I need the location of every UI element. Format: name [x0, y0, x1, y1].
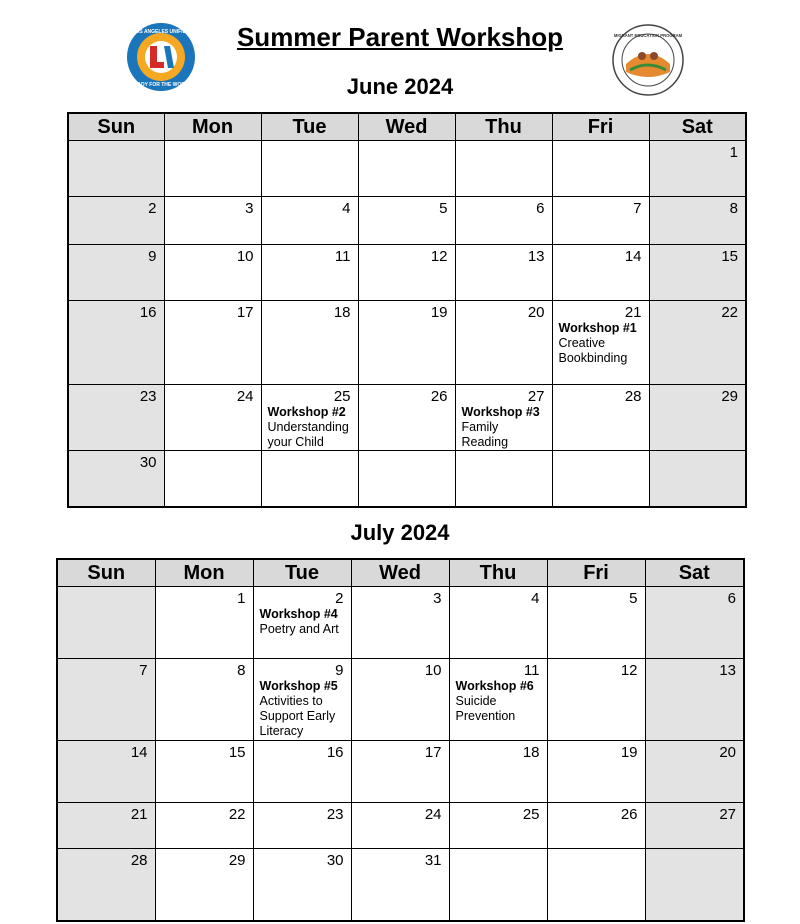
day-number: 12: [430, 248, 448, 265]
calendar-day: [358, 385, 455, 451]
weekday-header: Wed: [358, 113, 455, 141]
lausd-logo-bottom-text: READY FOR THE WORLD: [130, 82, 192, 88]
day-number: 4: [531, 590, 540, 607]
day-number: [548, 849, 645, 869]
weekday-header: Tue: [253, 559, 351, 587]
day-number: 3: [433, 590, 442, 607]
weekday-header: Tue: [261, 113, 358, 141]
day-number: 20: [527, 304, 545, 321]
day-number: 12: [620, 662, 638, 679]
calendar-week: [57, 741, 744, 803]
june-title: June 2024: [346, 74, 454, 99]
calendar-day: [358, 245, 455, 301]
july-title: July 2024: [350, 520, 450, 545]
calendar-day: [455, 451, 552, 507]
calendar-day: [155, 849, 253, 921]
day-number: [262, 141, 358, 161]
workshop-description: your Child: [267, 435, 324, 449]
calendar-day: [261, 141, 358, 197]
lausd-logo-top-text: LOS ANGELES UNIFIED: [132, 29, 190, 35]
workshop-event: [254, 607, 351, 637]
day-number: 5: [439, 200, 448, 217]
calendar-day: [358, 141, 455, 197]
workshop-event: [262, 405, 358, 450]
day-number: [165, 451, 261, 471]
day-number: 9: [335, 662, 344, 679]
calendar-day: [547, 803, 645, 849]
day-number: [359, 141, 455, 161]
weekday-header: Wed: [351, 559, 449, 587]
day-number: 21: [130, 806, 148, 823]
day-number: 7: [633, 200, 642, 217]
calendar-day: [57, 659, 155, 741]
calendar-day: [57, 587, 155, 659]
day-number: 30: [139, 454, 157, 471]
calendar-day: [455, 245, 552, 301]
workshop-description: Literacy: [259, 724, 304, 738]
workshop-description: Prevention: [455, 709, 516, 723]
june-calendar: [67, 112, 747, 508]
calendar-day: [358, 197, 455, 245]
calendar-day: [164, 451, 261, 507]
day-number: 9: [148, 248, 157, 265]
calendar-day: [455, 301, 552, 385]
day-number: [450, 849, 547, 869]
july-weekday-header: [57, 559, 744, 587]
calendar-day: [155, 659, 253, 741]
calendar-day: [351, 803, 449, 849]
day-number: 11: [523, 662, 540, 679]
calendar-week: [57, 849, 744, 921]
weekday-header: Thu: [449, 559, 547, 587]
calendar-day: [547, 741, 645, 803]
workshop-description: Reading: [461, 435, 509, 449]
calendar-day: [68, 451, 164, 507]
calendar-day: [449, 659, 547, 741]
day-number: 29: [721, 388, 738, 405]
calendar-day: [649, 197, 746, 245]
calendar-day: [164, 385, 261, 451]
calendar-week: [68, 245, 746, 301]
migrant-logo-text: MIGRANT EDUCATION PROGRAM: [613, 33, 683, 38]
day-number: 1: [237, 590, 246, 607]
day-number: [69, 141, 164, 161]
weekday-header: Mon: [164, 113, 261, 141]
calendar-day: [261, 245, 358, 301]
day-number: 22: [228, 806, 246, 823]
day-number: 31: [424, 852, 442, 869]
day-number: 14: [624, 248, 642, 265]
calendar-day: [449, 741, 547, 803]
day-number: 27: [527, 388, 545, 405]
calendar-day: [57, 741, 155, 803]
calendar-day: [455, 197, 552, 245]
calendar-day: [552, 451, 649, 507]
calendar-day: [351, 741, 449, 803]
calendar-day: [449, 803, 547, 849]
calendar-day: [449, 587, 547, 659]
weekday-header: Sun: [57, 559, 155, 587]
day-number: 1: [729, 144, 738, 161]
workshop-event: [456, 405, 552, 450]
day-number: [456, 141, 552, 161]
calendar-day: [164, 301, 261, 385]
day-number: 17: [424, 744, 442, 761]
day-number: 5: [629, 590, 638, 607]
workshop-title: Workshop #5: [259, 679, 338, 693]
workshop-title: Workshop #2: [267, 405, 346, 419]
workshop-title: Workshop #3: [461, 405, 540, 419]
workshop-description: Bookbinding: [558, 351, 628, 365]
day-number: [58, 587, 155, 607]
day-number: 16: [139, 304, 157, 321]
day-number: 28: [624, 388, 642, 405]
day-number: 20: [719, 744, 736, 761]
calendar-day: [645, 803, 744, 849]
calendar-day: [552, 385, 649, 451]
weekday-header: Fri: [552, 113, 649, 141]
day-number: 14: [130, 744, 148, 761]
calendar-day: [351, 849, 449, 921]
workshop-event: [450, 679, 547, 724]
calendar-day: [552, 301, 649, 385]
calendar-day: [57, 849, 155, 921]
calendar-week: [68, 197, 746, 245]
day-number: 24: [236, 388, 254, 405]
calendar-day: [645, 659, 744, 741]
day-number: 23: [139, 388, 157, 405]
day-number: 4: [342, 200, 351, 217]
calendar-day: [261, 197, 358, 245]
calendar-day: [547, 587, 645, 659]
calendar-day: [68, 301, 164, 385]
day-number: 19: [430, 304, 448, 321]
calendar-day: [57, 803, 155, 849]
day-number: 29: [228, 852, 246, 869]
june-weeks: [68, 141, 746, 507]
day-number: 17: [236, 304, 254, 321]
day-number: [650, 451, 746, 471]
weekday-header: Sat: [649, 113, 746, 141]
calendar-day: [68, 385, 164, 451]
calendar-day: [649, 385, 746, 451]
day-number: 7: [139, 662, 148, 679]
day-number: 25: [522, 806, 540, 823]
day-number: 25: [333, 388, 351, 405]
workshop-title: Workshop #6: [455, 679, 534, 693]
day-number: [262, 451, 358, 471]
calendar-day: [351, 659, 449, 741]
day-number: 15: [721, 248, 738, 265]
calendar-day: [645, 849, 744, 921]
calendar-week: [68, 301, 746, 385]
day-number: [456, 451, 552, 471]
calendar-day: [552, 141, 649, 197]
day-number: 26: [430, 388, 448, 405]
workshop-event: [254, 679, 351, 739]
calendar-day: [253, 849, 351, 921]
calendar-day: [649, 301, 746, 385]
calendar-day: [358, 301, 455, 385]
calendar-day: [645, 741, 744, 803]
day-number: 6: [727, 590, 736, 607]
page-title: Summer Parent Workshop: [236, 22, 564, 52]
day-number: 13: [527, 248, 545, 265]
day-number: [165, 141, 261, 161]
workshop-description: Poetry and Art: [259, 622, 339, 636]
workshop-description: Support Early: [259, 709, 336, 723]
weekday-header: Fri: [547, 559, 645, 587]
day-number: 21: [624, 304, 642, 321]
calendar-day: [449, 849, 547, 921]
calendar-day: [552, 197, 649, 245]
calendar-day: [649, 451, 746, 507]
calendar-day: [547, 659, 645, 741]
calendar-day: [253, 659, 351, 741]
workshop-description: Creative: [558, 336, 606, 350]
day-number: 18: [522, 744, 540, 761]
workshop-title: Workshop #4: [259, 607, 338, 621]
day-number: 15: [228, 744, 246, 761]
calendar-day: [164, 245, 261, 301]
day-number: 16: [326, 744, 344, 761]
calendar-day: [253, 741, 351, 803]
calendar-day: [547, 849, 645, 921]
day-number: 24: [424, 806, 442, 823]
day-number: 6: [536, 200, 545, 217]
calendar-day: [351, 587, 449, 659]
calendar-week: [68, 141, 746, 197]
day-number: 13: [719, 662, 736, 679]
calendar-day: [164, 141, 261, 197]
day-number: 28: [130, 852, 148, 869]
workshop-title: Workshop #1: [558, 321, 637, 335]
june-weekday-header: [68, 113, 746, 141]
day-number: [553, 141, 649, 161]
calendar-day: [649, 141, 746, 197]
day-number: 26: [620, 806, 638, 823]
day-number: 27: [719, 806, 736, 823]
calendar-day: [261, 451, 358, 507]
calendar-day: [253, 587, 351, 659]
day-number: 23: [326, 806, 344, 823]
day-number: 2: [335, 590, 344, 607]
calendar-day: [455, 385, 552, 451]
day-number: [646, 849, 744, 869]
day-number: 10: [424, 662, 442, 679]
calendar-day: [261, 301, 358, 385]
calendar-week: [57, 587, 744, 659]
calendar-day: [68, 141, 164, 197]
day-number: 8: [729, 200, 738, 217]
weekday-header: Sun: [68, 113, 164, 141]
calendar-day: [552, 245, 649, 301]
calendar-day: [155, 587, 253, 659]
weekday-header: Sat: [645, 559, 744, 587]
day-number: 19: [620, 744, 638, 761]
calendar-day: [253, 803, 351, 849]
day-number: 30: [326, 852, 344, 869]
day-number: [359, 451, 455, 471]
day-number: 3: [245, 200, 254, 217]
weekday-header: Thu: [455, 113, 552, 141]
calendar-day: [68, 197, 164, 245]
day-number: 22: [721, 304, 738, 321]
july-weeks: [57, 587, 744, 921]
workshop-description: Understanding: [267, 420, 349, 434]
calendar-day: [155, 741, 253, 803]
calendar-day: [649, 245, 746, 301]
calendar-day: [68, 245, 164, 301]
workshop-description: Activities to: [259, 694, 323, 708]
calendar-day: [645, 587, 744, 659]
day-number: 10: [236, 248, 254, 265]
calendar-day: [155, 803, 253, 849]
calendar-day: [358, 451, 455, 507]
calendar-week: [57, 659, 744, 741]
day-number: 11: [334, 248, 351, 265]
calendar-week: [68, 451, 746, 507]
workshop-event: [553, 321, 649, 366]
weekday-header: Mon: [155, 559, 253, 587]
calendar-day: [261, 385, 358, 451]
calendar-day: [455, 141, 552, 197]
day-number: 18: [333, 304, 351, 321]
calendar-week: [68, 385, 746, 451]
calendar-day: [164, 197, 261, 245]
day-number: 8: [237, 662, 246, 679]
workshop-description: Suicide: [455, 694, 497, 708]
workshop-description: Family: [461, 420, 499, 434]
day-number: [553, 451, 649, 471]
july-calendar: [56, 558, 745, 922]
day-number: 2: [148, 200, 157, 217]
calendar-week: [57, 803, 744, 849]
